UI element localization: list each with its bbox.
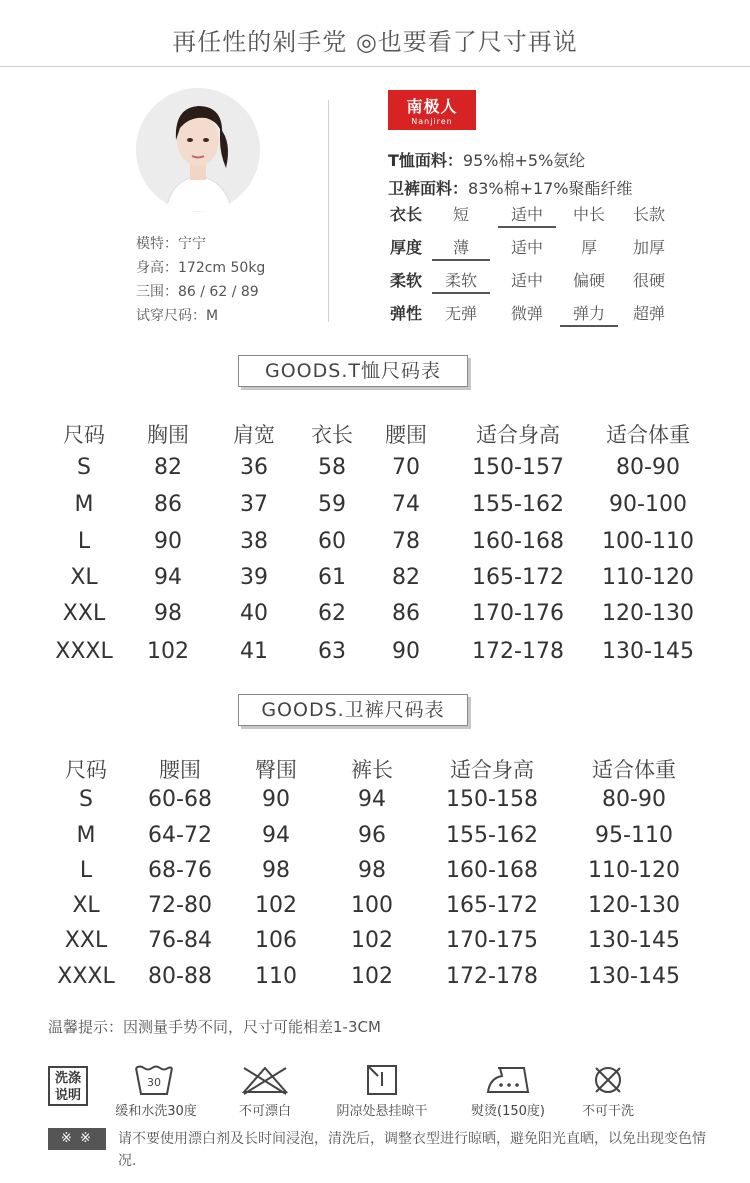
table-header-cell: 腰围 (159, 758, 201, 782)
brand-logo (388, 90, 476, 130)
table-cell: XL (72, 893, 100, 918)
table-cell: 41 (240, 639, 268, 664)
table-cell: 86 (392, 601, 420, 626)
table-cell: 58 (318, 455, 346, 480)
table-cell: 80-88 (148, 964, 212, 989)
line-dry-label: 阴凉处悬挂晾干 (336, 1104, 428, 1119)
table-cell: 170-175 (446, 928, 538, 953)
table-cell: 39 (240, 565, 268, 590)
table-cell: 61 (318, 565, 346, 590)
table-cell: 90 (392, 639, 420, 664)
attribute-label: 柔软 (390, 271, 423, 290)
tshirt-fabric-label: T恤面料： (388, 151, 463, 170)
table-cell: 82 (392, 565, 420, 590)
table-cell: 60-68 (148, 787, 212, 812)
table-cell: XXXL (55, 639, 113, 664)
table-header-cell: 尺码 (65, 758, 107, 782)
table-cell: 90 (262, 787, 290, 812)
table-cell: 59 (318, 492, 346, 517)
table-cell: 82 (154, 455, 182, 480)
table-header-cell: 裤长 (351, 758, 393, 782)
table-cell: 130-145 (602, 639, 694, 664)
brand-name-en: Nanjiren (411, 117, 453, 126)
table-cell: 165-172 (446, 893, 538, 918)
table-cell: 68-76 (148, 858, 212, 883)
table-cell: 172-178 (446, 964, 538, 989)
table-cell: 130-145 (588, 928, 680, 953)
table-cell: M (74, 492, 94, 517)
table-cell: L (77, 529, 91, 554)
no-dry-clean-icon (592, 1064, 624, 1096)
table-cell: 102 (351, 964, 393, 989)
table-cell: 110-120 (602, 565, 694, 590)
table-cell: 94 (154, 565, 182, 590)
table-cell: 98 (262, 858, 290, 883)
table-cell: S (77, 455, 91, 480)
tshirt-fabric (388, 148, 585, 171)
attribute-option: 微弹 (510, 304, 543, 323)
model-size: 试穿尺码：M (136, 308, 219, 324)
table-header-cell: 尺码 (63, 423, 105, 447)
table-cell: 37 (240, 492, 268, 517)
table-cell: 165-172 (472, 565, 564, 590)
table-header-cell: 腰围 (385, 423, 427, 447)
attribute-option: 中长 (572, 205, 605, 224)
table-cell: 172-178 (472, 639, 564, 664)
attribute-option: 很硬 (632, 271, 665, 290)
attribute-label: 厚度 (390, 238, 423, 257)
table-cell: 98 (358, 858, 386, 883)
table-cell: 96 (358, 823, 386, 848)
table-cell: 78 (392, 529, 420, 554)
model-info (136, 232, 265, 328)
model-measurements: 三围：86 / 62 / 89 (136, 284, 259, 300)
pants-table-title: GOODS.卫裤尺码表 (238, 694, 468, 726)
table-cell: 60 (318, 529, 346, 554)
table-cell: 102 (255, 893, 297, 918)
measurement-tip: 温馨提示：因测量手势不同，尺寸可能相差1-3CM (48, 1018, 381, 1036)
iron-150-label: 熨烫(150度) (471, 1104, 545, 1119)
table-cell: 110 (255, 964, 297, 989)
attribute-option-selected: 弹力 (560, 301, 618, 327)
attribute-option: 厚 (580, 238, 597, 257)
attribute-option-selected: 柔软 (432, 268, 490, 294)
table-cell: 155-162 (472, 492, 564, 517)
table-header-cell: 胸围 (147, 423, 189, 447)
attribute-option: 偏硬 (572, 271, 605, 290)
table-cell: XXL (64, 928, 108, 953)
table-cell: S (79, 787, 93, 812)
table-cell: 90-100 (609, 492, 687, 517)
table-header-cell: 适合身高 (476, 423, 560, 447)
table-cell: 94 (358, 787, 386, 812)
iron-150-icon (484, 1064, 532, 1096)
attribute-row (388, 202, 688, 228)
brand-name-cn: 南极人 (406, 97, 458, 116)
table-cell: 106 (255, 928, 297, 953)
table-cell: 40 (240, 601, 268, 626)
attribute-option: 适中 (510, 238, 543, 257)
care-badge-line2: 说明 (54, 1088, 81, 1103)
model-photo-icon (136, 88, 260, 212)
attribute-option: 无弹 (444, 304, 477, 323)
attribute-option: 超弹 (632, 304, 665, 323)
model-height: 身高：172cm 50kg (136, 260, 266, 276)
table-cell: 95-110 (595, 823, 673, 848)
attribute-row (388, 235, 688, 261)
table-cell: 64-72 (148, 823, 212, 848)
no-bleach-label: 不可漂白 (238, 1104, 291, 1119)
table-cell: L (79, 858, 93, 883)
attribute-option: 加厚 (632, 238, 665, 257)
table-cell: 90 (154, 529, 182, 554)
table-cell: 72-80 (148, 893, 212, 918)
table-cell: 100 (351, 893, 393, 918)
table-cell: 100-110 (602, 529, 694, 554)
attribute-option-selected: 适中 (498, 202, 556, 228)
line-dry-shade-icon (366, 1064, 398, 1096)
table-cell: 94 (262, 823, 290, 848)
table-cell: 80-90 (616, 455, 680, 480)
table-cell: 160-168 (472, 529, 564, 554)
table-cell: 160-168 (446, 858, 538, 883)
table-cell: 76-84 (148, 928, 212, 953)
table-cell: XXXL (57, 964, 115, 989)
attribute-option: 适中 (510, 271, 543, 290)
table-cell: 102 (351, 928, 393, 953)
table-cell: 70 (392, 455, 420, 480)
table-cell: 86 (154, 492, 182, 517)
table-header-cell: 衣长 (311, 423, 353, 447)
attribute-row (388, 301, 688, 327)
table-cell: 170-176 (472, 601, 564, 626)
pants-fabric (388, 176, 633, 199)
attribute-row (388, 268, 688, 294)
attribute-label: 弹性 (390, 304, 423, 323)
table-header-cell: 臀围 (255, 758, 297, 782)
care-instructions-badge (48, 1066, 88, 1106)
table-cell: 74 (392, 492, 420, 517)
wash-30-label: 缓和水洗30度 (115, 1104, 197, 1119)
table-cell: 120-130 (588, 893, 680, 918)
table-cell: 120-130 (602, 601, 694, 626)
table-cell: 36 (240, 455, 268, 480)
table-cell: 62 (318, 601, 346, 626)
table-cell: 150-157 (472, 455, 564, 480)
table-cell: 63 (318, 639, 346, 664)
divider-line (328, 100, 329, 322)
table-cell: 102 (147, 639, 189, 664)
table-cell: 38 (240, 529, 268, 554)
table-cell: 150-158 (446, 787, 538, 812)
pants-fabric-value: 83%棉+17%聚酯纤维 (468, 179, 633, 198)
table-cell: M (76, 823, 96, 848)
pants-fabric-label: 卫裤面料： (388, 179, 469, 198)
no-bleach-icon (240, 1064, 290, 1096)
table-cell: 98 (154, 601, 182, 626)
attribute-label: 衣长 (390, 205, 423, 224)
table-header-cell: 适合体重 (592, 758, 676, 782)
table-cell: 155-162 (446, 823, 538, 848)
attribute-option-selected: 薄 (432, 235, 490, 261)
table-header-cell: 肩宽 (233, 423, 275, 447)
care-note: 请不要使用漂白剂及长时间浸泡，清洗后，调整衣型进行晾晒，避免阳光直晒，以免出现变色情况. (118, 1131, 706, 1169)
table-header-cell: 适合体重 (606, 423, 690, 447)
table-cell: 80-90 (602, 787, 666, 812)
page-title: 再任性的剁手党 ◎也要看了尺寸再说 (172, 28, 578, 56)
note-badge: ※ ※ (48, 1128, 106, 1150)
table-cell: XL (70, 565, 98, 590)
care-badge-line1: 洗涤 (54, 1071, 81, 1086)
tshirt-fabric-value: 95%棉+5%氨纶 (462, 151, 586, 170)
table-header-cell: 适合身高 (450, 758, 534, 782)
wash-30-icon (134, 1064, 174, 1096)
tshirt-table-title: GOODS.T恤尺码表 (238, 355, 468, 387)
attribute-option: 长款 (632, 205, 665, 224)
table-cell: 110-120 (588, 858, 680, 883)
wash-temp-text: 30 (147, 1076, 161, 1089)
no-dry-clean-label: 不可干洗 (581, 1104, 634, 1119)
model-avatar (136, 88, 260, 212)
table-cell: 130-145 (588, 964, 680, 989)
page-header (0, 0, 750, 67)
table-cell: XXL (62, 601, 106, 626)
attribute-option: 短 (452, 205, 469, 224)
model-name: 模特：宁宁 (136, 236, 206, 252)
